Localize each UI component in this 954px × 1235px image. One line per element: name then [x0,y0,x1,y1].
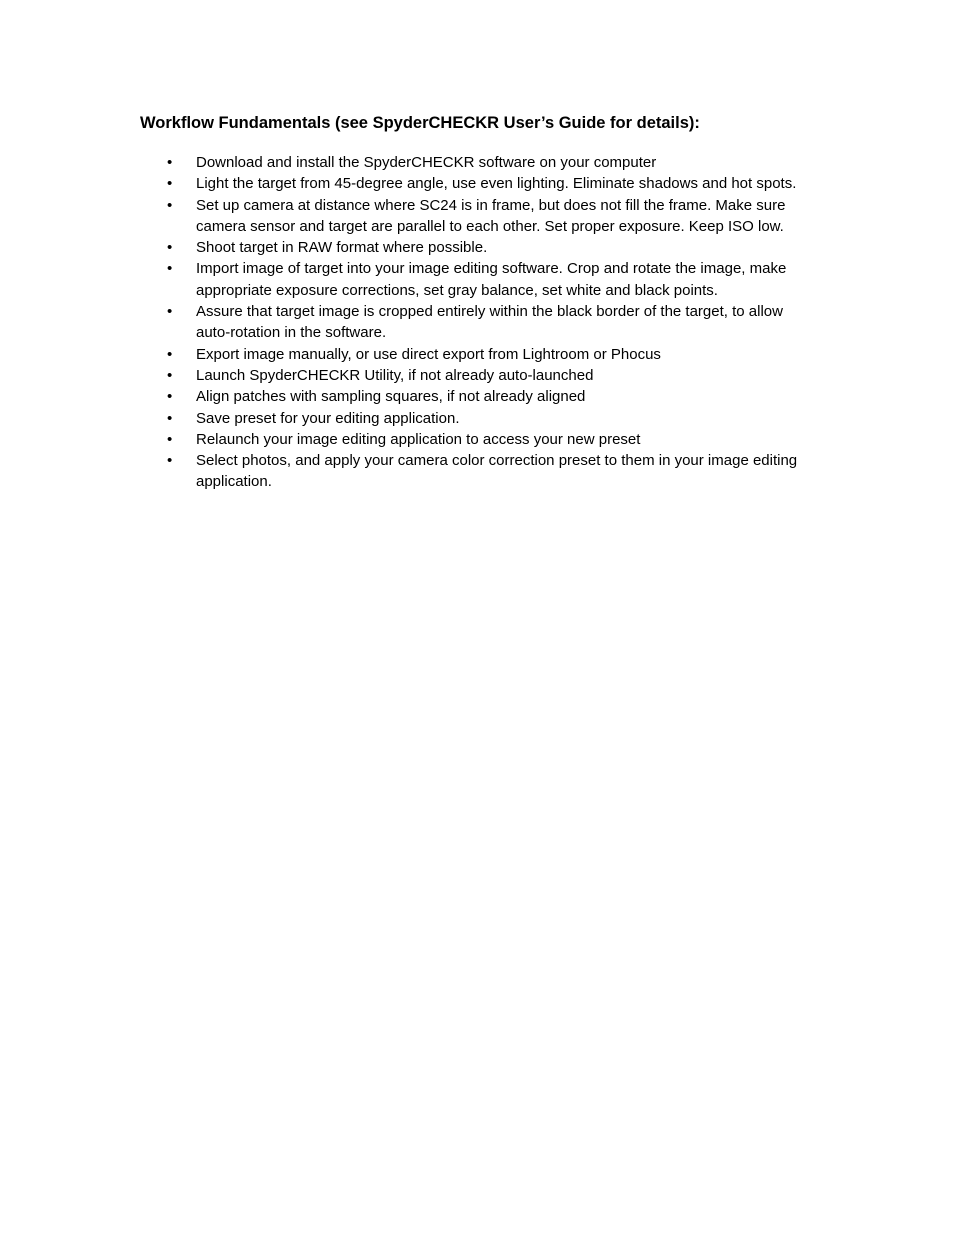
bullet-icon: • [167,388,173,406]
bullet-icon: • [167,175,173,193]
list-item-text: Set up camera at distance where SC24 is in frame, but does not fill the frame. Make sure camera sensor and target are parallel to each other. Set proper exposure. Keep ISO low. [196,196,786,235]
bullet-icon: • [167,345,173,363]
list-item [0,237,816,258]
workflow-list [0,152,954,493]
list-item-text: Select photos, and apply your camera color correction preset to them in your image editing application. [196,452,798,491]
list-item-text: Launch SpyderCHECKR Utility, if not already auto-launched [196,366,594,384]
list-item [0,152,816,173]
list-item-text: Download and install the SpyderCHECKR software on your computer [196,154,657,171]
list-item [0,301,816,344]
list-item [0,344,816,365]
list-item-text: Relaunch your image editing application to access your new preset [196,430,641,448]
list-item-text: Shoot target in RAW format where possible. [196,239,488,257]
list-item [0,173,816,194]
bullet-icon: • [167,239,173,257]
list-item-text: Export image manually, or use direct export from Lightroom or Phocus [196,345,661,363]
bullet-icon: • [167,303,173,321]
bullet-icon: • [167,154,173,171]
list-item [0,365,816,386]
bullet-icon: • [167,452,173,470]
list-item [0,195,816,238]
bullet-icon: • [167,366,173,384]
list-item-text: Import image of target into your image editing software. Crop and rotate the image, make appropriate exposure corrections, set gray balance, set white and black points. [196,260,787,299]
list-item [0,429,816,450]
list-item-text: Assure that target image is cropped entirely within the black border of the target, to allow auto-rotation in the software. [196,303,783,342]
list-item [0,408,816,429]
list-item-text: Light the target from 45-degree angle, use even lighting. Eliminate shadows and hot spots. [196,175,797,193]
bullet-icon: • [167,196,173,214]
bullet-icon: • [167,430,173,448]
bullet-icon: • [167,260,173,278]
bullet-icon: • [167,409,173,427]
list-item-text: Align patches with sampling squares, if not already aligned [196,388,586,406]
list-item [0,386,816,407]
list-item-text: Save preset for your editing application. [196,409,460,427]
list-item [0,258,816,301]
section-heading: Workflow Fundamentals (see SpyderCHECKR User’s Guide for details): [140,114,700,132]
list-item [0,450,816,493]
